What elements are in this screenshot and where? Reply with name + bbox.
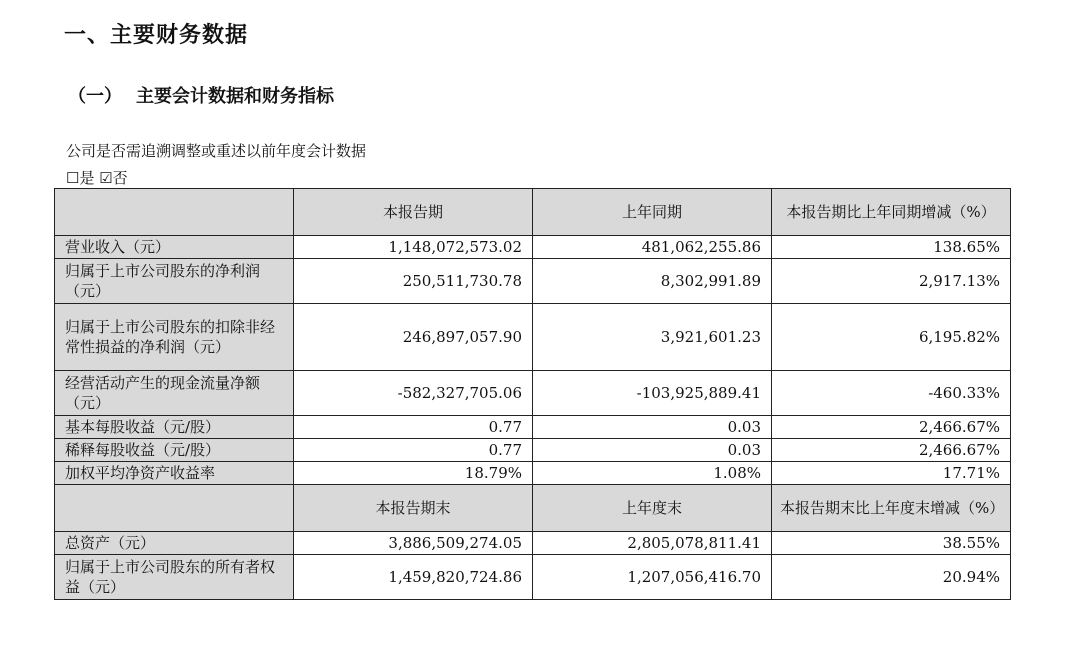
subsection-title: [68, 82, 334, 108]
header-current-period: 本报告期: [294, 189, 533, 236]
header-period-change: 本报告期比上年同期增减（%）: [772, 189, 1011, 236]
current-value: 1,459,820,724.86: [294, 555, 533, 600]
row-label: 归属于上市公司股东的净利润（元）: [55, 259, 294, 304]
header-prior-year-end: 上年度末: [533, 485, 772, 532]
row-label: 归属于上市公司股东的所有者权益（元）: [55, 555, 294, 600]
change-value: 6,195.82%: [772, 304, 1011, 371]
current-value: 3,886,509,274.05: [294, 532, 533, 555]
header-period-end: 本报告期末: [294, 485, 533, 532]
table-row: [55, 304, 1011, 371]
row-label: 经营活动产生的现金流量净额（元）: [55, 371, 294, 416]
table-row: [55, 532, 1011, 555]
change-value: 2,466.67%: [772, 416, 1011, 439]
prior-value: 1,207,056,416.70: [533, 555, 772, 600]
table-row: [55, 462, 1011, 485]
row-label: 基本每股收益（元/股）: [55, 416, 294, 439]
change-value: 2,466.67%: [772, 439, 1011, 462]
current-value: -582,327,705.06: [294, 371, 533, 416]
row-label: 加权平均净资产收益率: [55, 462, 294, 485]
section-title: 一、主要财务数据: [64, 23, 249, 48]
header-blank-cell: [55, 189, 294, 236]
table-row: [55, 259, 1011, 304]
current-value: 250,511,730.78: [294, 259, 533, 304]
prior-value: -103,925,889.41: [533, 371, 772, 416]
prior-value: 1.08%: [533, 462, 772, 485]
change-value: -460.33%: [772, 371, 1011, 416]
change-value: 138.65%: [772, 236, 1011, 259]
option-yes-checkbox: ☐是: [66, 169, 95, 187]
prior-value: 0.03: [533, 439, 772, 462]
subsection-text: 主要会计数据和财务指标: [136, 86, 334, 107]
prior-value: 2,805,078,811.41: [533, 532, 772, 555]
option-no-checkbox: ☑否: [99, 169, 128, 187]
current-value: 0.77: [294, 439, 533, 462]
current-value: 18.79%: [294, 462, 533, 485]
row-label: 归属于上市公司股东的扣除非经常性损益的净利润（元）: [55, 304, 294, 371]
current-value: 1,148,072,573.02: [294, 236, 533, 259]
change-value: 2,917.13%: [772, 259, 1011, 304]
change-value: 17.71%: [772, 462, 1011, 485]
current-value: 0.77: [294, 416, 533, 439]
table1-header-row: [55, 189, 1011, 236]
row-label: 营业收入（元）: [55, 236, 294, 259]
table-row: [55, 371, 1011, 416]
header-blank-cell: [55, 485, 294, 532]
prior-value: 8,302,991.89: [533, 259, 772, 304]
table-row: [55, 439, 1011, 462]
prior-value: 481,062,255.86: [533, 236, 772, 259]
subsection-number: （一）: [68, 86, 122, 107]
table-row: [55, 416, 1011, 439]
table2-header-row: [55, 485, 1011, 532]
restatement-options: [66, 167, 128, 188]
financial-data-table: [54, 188, 1011, 600]
change-value: 38.55%: [772, 532, 1011, 555]
change-value: 20.94%: [772, 555, 1011, 600]
row-label: 总资产（元）: [55, 532, 294, 555]
header-year-end-change: 本报告期末比上年度末增减（%）: [772, 485, 1011, 532]
current-value: 246,897,057.90: [294, 304, 533, 371]
prior-value: 3,921,601.23: [533, 304, 772, 371]
prior-value: 0.03: [533, 416, 772, 439]
row-label: 稀释每股收益（元/股）: [55, 439, 294, 462]
table-row: [55, 555, 1011, 600]
restatement-question: 公司是否需追溯调整或重述以前年度会计数据: [66, 142, 367, 160]
header-prior-period: 上年同期: [533, 189, 772, 236]
table-row: [55, 236, 1011, 259]
